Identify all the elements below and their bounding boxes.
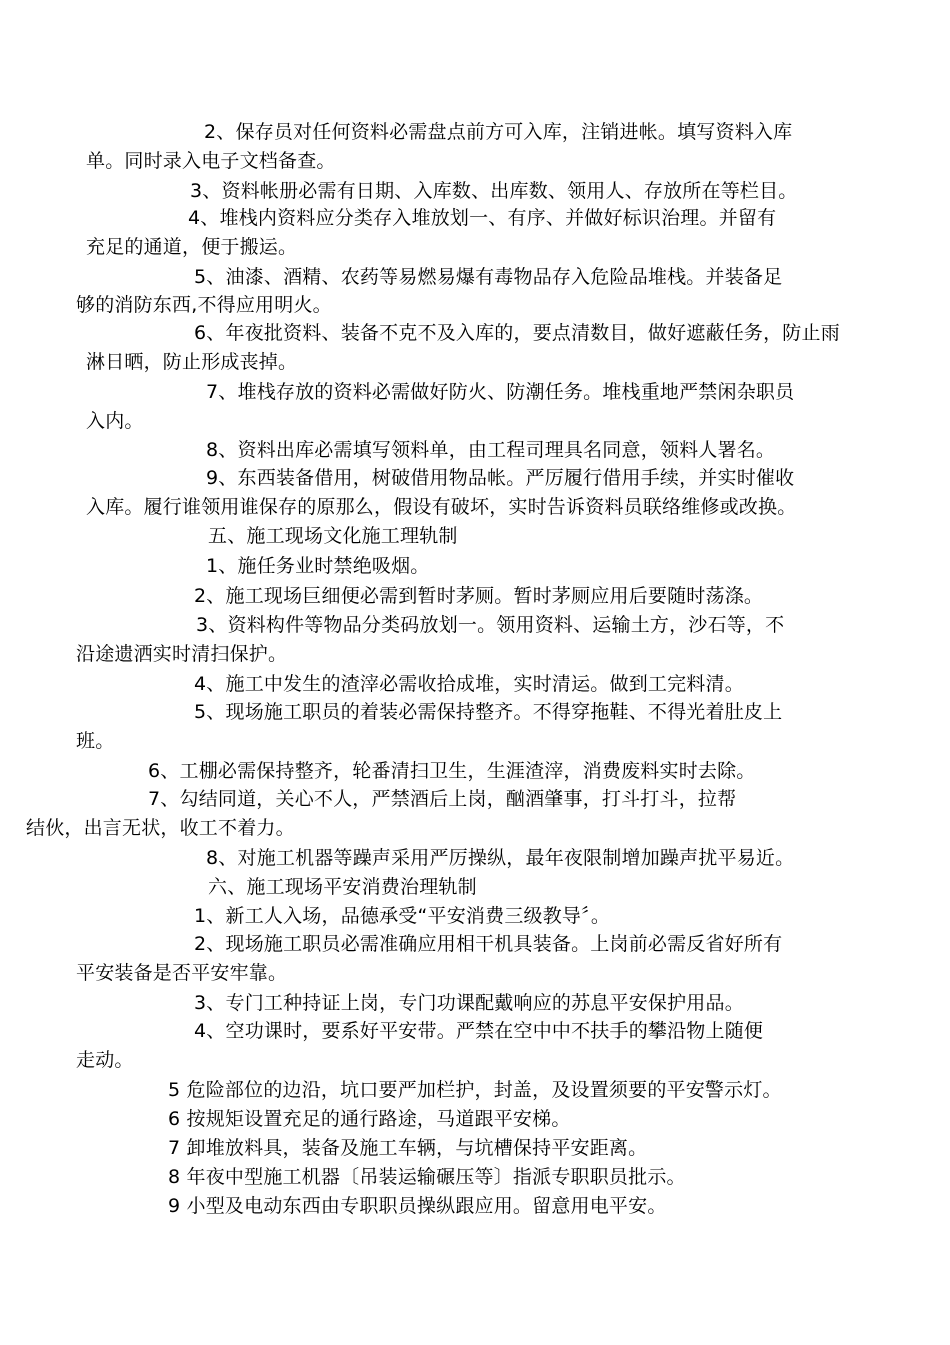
text-line: 5、油漆、酒精、农药等易燃易爆有毒物品存入危险品堆栈。并装备足: [194, 266, 783, 288]
text-line: 2、保存员对任何资料必需盘点前方可入库，注销进帐。填写资料入库: [204, 121, 793, 143]
text-line: 入库。履行谁领用谁保存的原那么，假设有破坏，实时告诉资料员联络维修或改换。: [86, 496, 797, 518]
text-line: 6、年夜批资料、装备不克不及入库的，要点清数目，做好遮蔽任务，防止雨: [194, 322, 840, 344]
text-line: 走动。: [76, 1049, 134, 1071]
text-line: 7、堆栈存放的资料必需做好防火、防潮任务。堆栈重地严禁闲杂职员: [206, 381, 795, 403]
text-line: 入内。: [86, 410, 144, 432]
text-line: 单。同时录入电子文档备查。: [86, 150, 336, 172]
text-line: 平安装备是否平安牢靠。: [76, 962, 288, 984]
text-line: 9 小型及电动东西由专职职员操纵跟应用。留意用电平安。: [168, 1195, 667, 1217]
text-line: 7、勾结同道，关心不人，严禁酒后上岗，酗酒肇事，打斗打斗，拉帮: [148, 788, 737, 810]
text-line: 8、资料出库必需填写领料单，由工程司理具名同意，领料人署名。: [206, 439, 776, 461]
text-line: 6 按规矩设置充足的通行路途，马道跟平安梯。: [168, 1108, 571, 1130]
text-line: 够的消防东西,不得应用明火。: [76, 294, 332, 316]
text-line: 3、专门工种持证上岗，专门功课配戴响应的苏息平安保护用品。: [194, 992, 744, 1014]
text-line: 淋日晒，防止形成丧掉。: [86, 351, 298, 373]
text-line: 1、施任务业时禁绝吸烟。: [206, 555, 430, 577]
text-line: 8 年夜中型施工机器〔吊装运输碾压等〕指派专职职员批示。: [168, 1166, 686, 1188]
text-line: 7 卸堆放料具，装备及施工车辆，与坑槽保持平安距离。: [168, 1137, 648, 1159]
text-line: 3、资料帐册必需有日期、入库数、出库数、领用人、存放所在等栏目。: [190, 180, 798, 202]
section-heading: 五、施工现场文化施工理轨制: [208, 525, 458, 547]
text-line: 2、现场施工职员必需准确应用相干机具装备。上岗前必需反省好所有: [194, 933, 783, 955]
text-line: 结伙，出言无状，收工不着力。: [26, 817, 295, 839]
text-line: 4、堆栈内资料应分类存入堆放划一、有序、并做好标识治理。并留有: [188, 207, 777, 229]
text-line: 沿途遗洒实时清扫保护。: [76, 643, 288, 665]
section-heading: 六、施工现场平安消费治理轨制: [208, 876, 477, 898]
text-line: 8、对施工机器等躁声采用严厉操纵，最年夜限制增加躁声扰平易近。: [206, 847, 795, 869]
text-line: 3、资料构件等物品分类码放划一。领用资料、运输土方，沙石等，不: [196, 614, 785, 636]
text-line: 2、施工现场巨细便必需到暂时茅厕。暂时茅厕应用后要随时荡涤。: [194, 585, 764, 607]
text-line: 4、施工中发生的渣滓必需收拾成堆，实时清运。做到工完料清。: [194, 673, 744, 695]
text-line: 4、空功课时，要系好平安带。严禁在空中中不扶手的攀沿物上随便: [194, 1020, 764, 1042]
text-line: 9、东西装备借用，树破借用物品帐。严厉履行借用手续，并实时催收: [206, 467, 795, 489]
text-line: 5 危险部位的边沿，坑口要严加栏护，封盖，及设置须要的平安警示灯。: [168, 1079, 782, 1101]
text-line: 6、工棚必需保持整齐，轮番清扫卫生，生涯渣滓，消费废料实时去除。: [148, 760, 756, 782]
text-line: 1、新工人入场，品德承受“平安消费三级教导〞。: [194, 905, 611, 927]
text-line: 充足的通道，便于搬运。: [86, 236, 298, 258]
text-line: 班。: [76, 730, 115, 752]
text-line: 5、现场施工职员的着装必需保持整齐。不得穿拖鞋、不得光着肚皮上: [194, 701, 783, 723]
